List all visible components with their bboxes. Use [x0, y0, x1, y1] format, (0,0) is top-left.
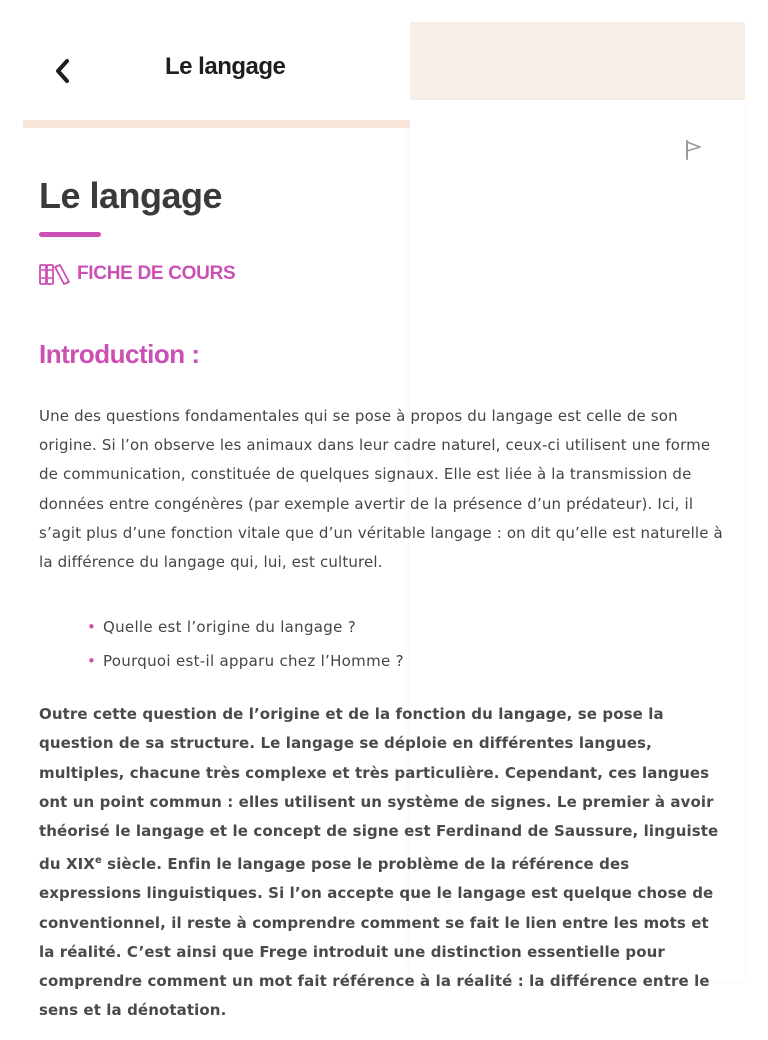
title-underline [39, 232, 101, 237]
report-flag-button[interactable] [684, 138, 704, 162]
list-item: • Quelle est l’origine du langage ? [87, 610, 729, 644]
structure-text-part2: siècle. Enfin le langage pose le problème de la référence des expressions linguistiques. Si l’on accepte que le langage est quelque chose de conventionnel, il reste à comprendre comment se fait le lien entre les mots et la réalité. C’est ainsi que Frege introduit une distinction essentielle pour comprendre comment un mot fait référence à la réalité : la différence entre le sens et la dénotation. [39, 855, 714, 1020]
questions-list [87, 610, 729, 678]
century-superscript: e [94, 855, 102, 867]
chevron-left-icon [53, 58, 71, 84]
structure-text-part1: Outre cette question de l’origine et de la fonction du langage, se pose la question de sa structure. Le langage se déploie en différentes langues, multiples, chacune très complexe et très particulière. Cependant, ces langues ont un point commun : elles utilisent un système de signes. Le premier à avoir théorisé le langage et le concept de signe est Ferdinand de Saussure, linguiste du XIX [39, 705, 719, 874]
section-title: Introduction : [39, 339, 200, 369]
fiche-de-cours-label [39, 262, 729, 286]
fiche-label-text: FICHE DE COURS [77, 263, 236, 284]
article [39, 172, 729, 1040]
structure-paragraph [39, 700, 729, 1025]
flag-icon [684, 138, 704, 162]
header-title: Le langage [165, 53, 286, 80]
top-right-banner [410, 22, 745, 100]
books-icon [39, 262, 71, 286]
header-bottom-border [23, 120, 410, 128]
intro-paragraph: Une des questions fondamentales qui se pose à propos du langage est celle de son origine. Si l’on observe les animaux dans leur cadre naturel, ceux-ci utilisent une forme de communication, constituée de quelques signaux. Elle est liée à la transmission de données entre congénères (par exemple avertir de la présence d’un prédateur). Ici, il s’agit plus d’une fonction vitale que d’un véritable langage : on dit qu’elle est naturelle à la différence du langage qui, lui, est culturel. [39, 407, 723, 572]
page-title: Le langage [39, 175, 223, 216]
list-item: • Pourquoi est-il apparu chez l’Homme ? [87, 644, 729, 678]
back-button[interactable] [48, 56, 76, 86]
